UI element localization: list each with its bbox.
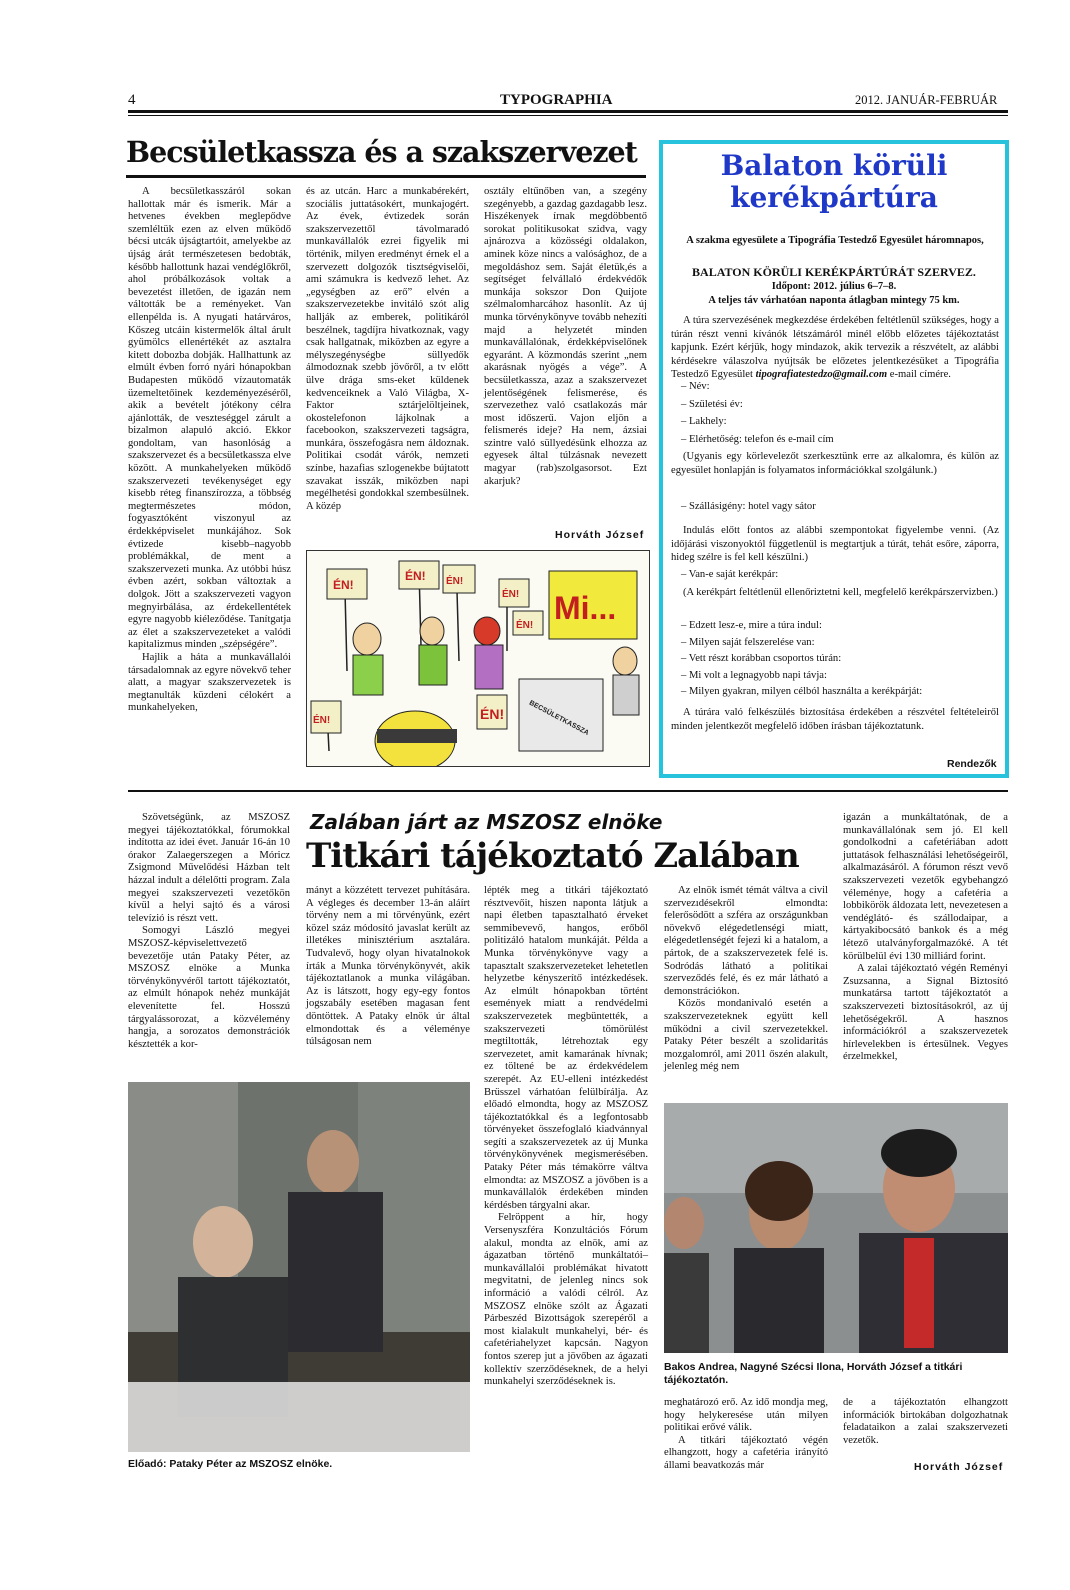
sidebar-paragraph-1-end: e-mail címére.	[889, 369, 951, 380]
article2-column-2	[306, 885, 470, 1049]
cartoon-sign-2-text: ÉN!	[405, 569, 426, 583]
sidebar-bike: – Van-e saját kerékpár:	[681, 569, 779, 580]
cartoon-sign-center-text: ÉN!	[480, 706, 505, 722]
sidebar-title: Balaton körüli kerékpártúra	[720, 149, 948, 214]
article2-col4-paragraph: Az elnök ismét témát váltva a civil szervezıdésekről elmondta: felerősödött a szféra az országunkban növekvő elégedetlenségi miatt, elégedetlenségét fejezi ki a hatalom, a pártok, de a szakszervezetek felé is. Sodródás látható a politikai szerveződés felé, és ez már látható a demonstrációkon.	[664, 885, 828, 997]
sidebar-form-fields-2	[681, 618, 997, 701]
cartoon-sign-mi-text: Mi...	[554, 590, 617, 626]
sidebar-lodging: – Szállásigény: hotel vagy sátor	[681, 501, 816, 512]
article2-title: Titkári tájékoztató Zalában	[306, 836, 799, 876]
sidebar-paragraph-1	[671, 314, 999, 382]
sidebar-intro-3: Időpont: 2012. július 6–7–8.	[771, 281, 897, 292]
photo-audience-caption: Bakos Andrea, Nagyné Szécsi Ilona, Horváth József a titkári tájékoztatón.	[664, 1361, 963, 1386]
photo-audience-image	[664, 1103, 1008, 1353]
cartoon-illustration	[306, 550, 650, 767]
article2-lead-column	[128, 812, 290, 1051]
article1-column-2	[306, 186, 469, 513]
cartoon-drawing	[307, 551, 649, 766]
sidebar-intro-2: BALATON KÖRÜLI KERÉKPÁRTÚRÁT SZERVEZ.	[692, 265, 976, 279]
article1-author: Horváth József	[555, 529, 645, 541]
cartoon-sign-bottom-text: ÉN!	[313, 715, 331, 726]
issue-date: 2012. JANUÁR-FEBRUÁR	[855, 93, 998, 107]
sidebar-form-fields	[681, 378, 997, 448]
article2-col4-paragraph-4: A titkári tájékoztató végén elhangzott, hogy a cafetéria irányító állami beavatkozás már	[664, 1434, 828, 1471]
sidebar-intro-4: A teljes táv várhatóan naponta átlagban mintegy 75 km.	[708, 295, 960, 306]
article1-title-rule	[126, 175, 646, 178]
article1-column-1	[128, 186, 291, 715]
article1-col1-paragraph: A becsületkasszáról sokan hallottak már és ismerik. Már a hetvenes években meglepődve szemléltük ezen az elven működő bécsi utcák újságtartóit, amelyekbe az újság árát természetesen bedobták, később hallottunk hazai vendéglőkről, ahol próbálkozások voltak a bevezetést illetően, de igazán nem váltották be a reményeket. Van ellenpélda is. A nyugati határváros, Kőszeg utcáin kistermelők által árult gyümölcs ellenértékét az asztalra kitett dobozba dobják. Hallhattunk az elmúlt évben forró nyári hónapokban Budapesten működő vízautomaták üzemeltetőinek kezdeményezéséről, akik a bevételt jótékony célra ajánlották, de veszteséggel zárult a bizalmon alapuló akció. Ekkor gondoltam, van hasonlóság a szakszervezet és a becsületkassza elve között. A munkahelyeken működő szakszervezeti tevékenységet egy kisebb réteg finanszírozza, a többség megtermészetes módon, fogyasztóként viszonyul az érdekképviselet munkájához. Sok évtizede kisebb–nagyobb problémákkal, de ment a szakszervezeti munka. Az utóbbi húsz évben azért, sokban változtak a dolgok. Jött a szakszervezeti vagyon megnyirbálása, az érdekellentétek egyre nagyobb kiéleződése. Tanítgatja az élet a szakszervezeteket a valódi kapitalizmus minden „szépségére”.	[128, 186, 291, 651]
article2-column-3	[484, 885, 648, 1389]
sidebar-box	[659, 140, 1009, 778]
article1-col1-paragraph-2: Hajlik a háta a munkavállalói társadalomnak az egyre növekvő teher alatt, a magyar szakszervezetek is megtanulták küzdeni célokért a munkahelyeken,	[128, 651, 291, 714]
sidebar-field-name: – Név:	[681, 381, 710, 392]
photo-speaker	[128, 1082, 470, 1452]
article2-kicker: Zalában járt az MSZOSZ elnöke	[310, 810, 663, 834]
sidebar-field-group-tour: – Vett részt korábban csoportos túrán:	[681, 653, 842, 664]
article1-col2-paragraph: és az utcán. Harc a munkabérekért, szociális juttatásokért, munkajogért. Az évek, évtizedek során szakszervezettől távolmaradó munkavállalók ezrei figyelik mi történik, milyen eredményt érnek el a szervezett dolgozók tisztségviselői, ami számukra is kedvező lehet. Az „egységben az erő” elvén a szakszervezetekbe invitáló szót alig hallják az emberek, politikáról beszélnek, tagdíjra hivatkoznak, vagy csak hallgatnak, miközben az egyre a mélyszegénységbe süllyedők álmodoznak szebb jövőről, a tv előtt ülve drága sms-eket küldenek kedvenceiknek a Való Világba, X-Faktor sztárjelöltjeinek, okostelefonon lájkolnak a facebookon, szakszervezeti tagságra, munkára, összefogásra nem áldoznak. Politikai csodát várók, nemzeti színbe, hazafias szlogenekbe bújtatott szavakat isszák, miközben napi megélhetési gondokkal szembesülnek. A közép	[306, 186, 469, 512]
article2-col3-paragraph-2: Felröppent a hír, hogy Versenyszféra Konzultációs Fórum alakul, mondta az elnök, ami az ágazatban történő munkáltatói–munkavállalói problémákat hivatott megvitatni, de jelenleg nincs sok információ a valódi célról. Az MSZOSZ elnöke szólt az Ágazati Párbeszéd Bizottságok szerepéről a most kialakult munkahelyi, bér- és cafetériahelyzet kapcsán. Nagyon fontos szerep jut a jövőben az ágazati kollektív szerződéseknek, de a helyi munkahelyi szerződéseknek is.	[484, 1212, 648, 1388]
article2-lead-paragraph-1: Szövetségünk, az MSZOSZ megyei tájékoztatókkal, fórumokkal indította az idei évet. Január 16-án 10 órakor Zalaegerszegen a Móricz Zsigmond Művelődési Házban telt házzal indult a délelőtti program. Zala megyei szakszervezeti vezetőkön kívül a helyi sajtó és a városi televízió is részt vett.	[128, 812, 290, 924]
article2-column-5	[843, 812, 1008, 1064]
sidebar-field-max-distance: – Mi volt a legnagyobb napi távja:	[681, 669, 827, 681]
sidebar-field-usage: – Milyen gyakran, milyen célból használta a kerékpárját:	[681, 686, 923, 697]
article2-column-5-bottom	[843, 1397, 1008, 1447]
photo-speaker-caption: Előadó: Pataky Péter az MSZOSZ elnöke.	[128, 1458, 333, 1470]
article2-col4-paragraph-3: meghatározó erő. Az idő mondja meg, hogy helykeresése után milyen politikai erővé válik.	[664, 1397, 828, 1434]
article2-lead-paragraph-2: Somogyi László megyei MSZOSZ-képviselettvezető bevezetője után Pataky Péter, az MSZOSZ elnöke a Munka törvénykönyvéről tartott tájékoztatót, az elmúlt hónapok nehéz munkáját elevenítette fel. Hosszú tárgyalássorozat, a közvélemény hangja, a sorozatos demonstrációk késztették a kor-	[128, 925, 290, 1050]
sidebar-field-residence: – Lakhely:	[681, 416, 727, 427]
photo-speaker-image	[128, 1082, 470, 1452]
sidebar-email[interactable]: tipografiatestedzo@gmail.com	[755, 369, 888, 380]
sidebar-signature: Rendezők	[947, 758, 997, 770]
page-number: 4	[128, 92, 136, 108]
article1-title: Becsületkassza és a szakszervezet	[126, 135, 637, 169]
article2-col5-paragraph: igazán a munkáltatónak, de a munkavállalónak sem jó. El kell gondolkodni a cafetériában adott juttatások felhasználási lehetőségeiről, alkalmazásáról. A fórumon részt vevő szakszervezeti vezetők egybehangzó véleménye, hogy a cafetéria a lobbikörök áldozata lett, nevezetesen a vendéglátó- és szállodaipar, a kártyakibocsátó bankok és a még létező utalványforgalmazóké. A tét körülbelül évi 130 milliárd forint.	[843, 812, 1008, 962]
article2-col5-paragraph-2: A zalai tájékoztató végén Reményi Zsuzsanna, a Signal Biztosító munkatársa tartott tájékoztatót a szakszervezeti biztosításokról, az új lehetőségekről. A hasznos információkról a szakszervezetek hírlevelekben is értesülnek. Vegyes érzelmekkel,	[843, 963, 1008, 1063]
article2-col5-paragraph-3: de a tájékoztatón elhangzott információk birtokában dolgozhatnak feladataikon a zalai szakszervezeti vezetők.	[843, 1397, 1008, 1446]
article2-column-4	[664, 885, 828, 1074]
article2-column-4-bottom	[664, 1397, 828, 1473]
article1-column-3	[484, 186, 647, 488]
section-divider	[128, 790, 1008, 792]
sidebar-note-1: (Ugyanis egy körlevelezőt szerkesztünk erre az alkalomra, és külön az egyesület honlapján is folyamatos információkkal szolgálunk.)	[671, 451, 999, 476]
sidebar-paragraph-3: A túrára való felkészülés biztosítása érdekében a részvétel feltételeiről minden jelentkezőt megfelelő időben írásban tájékoztatunk.	[671, 707, 999, 732]
cartoon-sign-4-text: ÉN!	[502, 589, 520, 600]
sidebar-field-equipment: – Milyen saját felszerelése van:	[681, 636, 815, 648]
sidebar-paragraph-2: Indulás előtt fontos az alábbi szempontokat figyelembe venni. (Az időjárási viszonyoktól függetlenül is megtartjuk a túrát, tehát esőre, záporra, hideg szélre is fel kell készülni.)	[671, 525, 999, 563]
article2-col3-paragraph: lépték meg a titkári tájékoztató résztvevőit, hiszen naponta látjuk a napi életben tapasztalható érveket semmibevevő, hangos, erőből politizáló hatalom munkáját. Példa a Munka törvénykönyve vagy a tapasztalt szakszervezeteket lehetetlen helyzetbe kényszerítő intézkedések. Az elmúlt hónapokban történt események miatt a rendvédelmi szakszervezetek megbüntették, a szakszervezeti tömörülést megtiltották, létrehoztak egy szervezetet, amit kamarának hívnak; ez töltené be az érdekvédelem szerepét. Az EU-elleni intézkedést Brüsszel várhatóan felülbírálja. Az előadó elmondta, hogy az MSZOSZ tájékoztatókkal és a legfontosabb törvényeket összefoglaló kiadvánnyal segíti a szakszervezetek az új Munka törvénykönyvének megismerésében. Pataky Péter más témakörre váltva elmondta: az MSZOSZ a jövőben is a munkavállalók érdekében minden kérdésben tárgyalni akar.	[484, 885, 648, 1211]
photo-audience	[664, 1103, 1008, 1353]
sidebar-field-fitness: – Edzett lesz-e, mire a túra indul:	[681, 620, 822, 631]
sidebar-intro-1: A szakma egyesülete a Tipográfia Testedző Egyesület háromnapos,	[686, 235, 984, 246]
cartoon-sign-5-text: ÉN!	[516, 620, 534, 631]
cartoon-sign-3-text: ÉN!	[446, 576, 464, 587]
article2-col4-paragraph-2: Közös mondanivaló esetén a szakszervezeteknek együtt kell működni a civil szervezetekkel. Pataky Péter beszélt a szolidaritás mozgalomról, ami 2011 őszén alakult, jelenleg még nem	[664, 998, 828, 1073]
article2-author: Horváth József	[914, 1461, 1004, 1473]
sidebar-note-2: (A kerékpárt feltétlenül ellenőriztetni kell, megfelelő kerékpárszervizben.)	[683, 587, 998, 598]
cartoon-ballot-label: BECSÜLETKASSZA	[527, 699, 590, 737]
sidebar-field-birth-year: – Születési év:	[681, 398, 743, 410]
header-rule-thin	[128, 115, 1008, 116]
publication-title: TYPOGRAPHIA	[500, 92, 613, 108]
sidebar-field-contact: – Elérhetőség: telefon és e-mail cím	[681, 433, 834, 445]
sidebar-paragraph-1-text: A túra szervezésének megkezdése érdekében feltétlenül szükséges, hogy a túrán részt venni kívánók létszámáról minél előbb előzetes tájékoztatást kapjunk. Ezért kérjük, hogy mindazok, akik tervezik a részvételt, az alábbi kérdésekre válaszolva nyújtsák be előzetes jelentkezésüket a Tipográfia Testedző Egyesület	[671, 315, 999, 380]
article1-col3-paragraph: osztály eltűnőben van, a szegény szegényebb, a gazdag gazdagabb lesz. Hiszékenyek írnak megdöbbentő sorokat politikusokat szidva, vagy ajnározva a közösségi oldalakon, aminek köze nincs a valósághoz, de a megoldáshoz sem. Saját életük,és a segítséget felvállaló érdekvédők munkája sokszor Don Quijote szélmalomharcához hasonlít. Az új munka törvénykönyve tovább nehezíti majd a helyzetét minden munkavállalónak, érdekképviselőnek egyaránt. A közmondás szerint „nem akarásnak nyögés a vége”. A becsületkassza, azaz a szakszervezet jelentőségének felismerése, és szervezethez való csatlakozás már most időszerű. Vajon eljön a felismerés ideje? Ha nem, ázsiai szintre való süllyedésünk elhozza az egyesek által túlzásnak nevezett magyar (rab)szolgasorsot. Ezt akarjuk?	[484, 186, 647, 487]
header-rule	[128, 110, 1008, 113]
article2-col2-paragraph: mányt a közzétett tervezet puhítására. A végleges és december 13-án aláírt törvény nem a mi törvényünk, ezért közel száz módosító javaslat került az illetékes minisztérium asztalára. Tudvalevő, hogy olyan hivatalnokok írták a Munka törvénykönyvét, akik tájékoztatlanok a munka világában. Az is látszott, hogy egy-egy fontos jogszabály esetében magasan fent döntöttek. A Pataky elnök úr által elmondottak és a véleménye túlságosan nem	[306, 885, 470, 1048]
cartoon-sign-1-text: ÉN!	[333, 578, 354, 592]
